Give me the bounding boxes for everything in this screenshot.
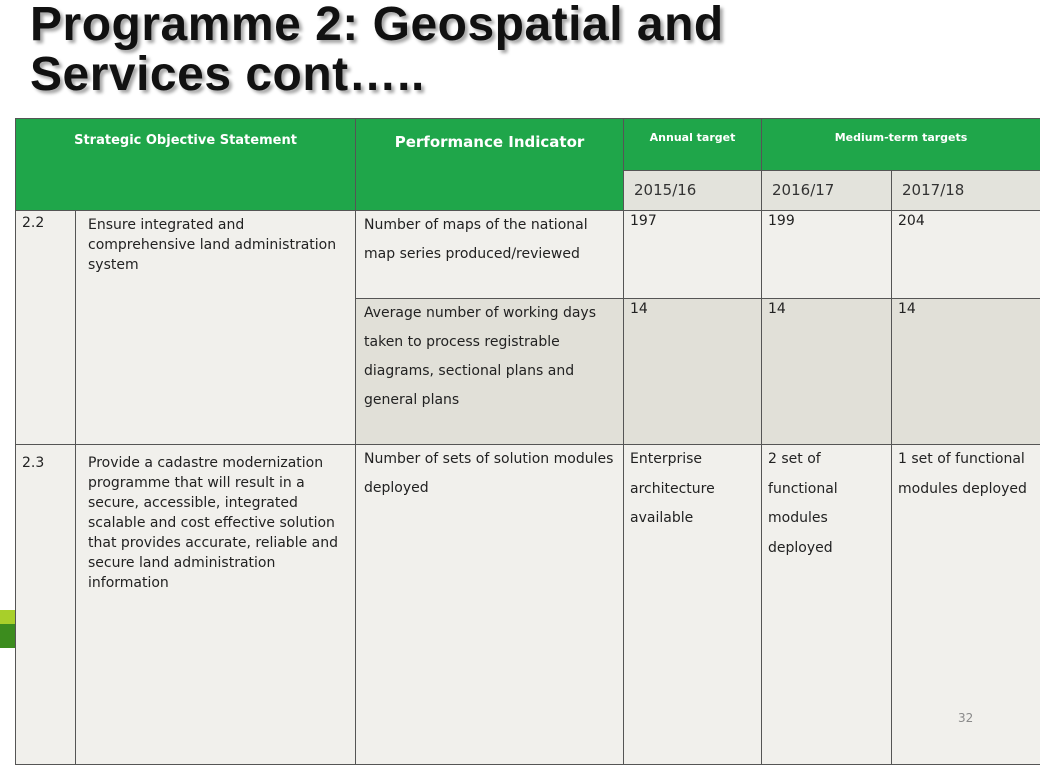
target-2016-17: 199 — [762, 211, 892, 299]
year-2016-17: 2016/17 — [762, 171, 892, 211]
target-2015-16: 14 — [624, 299, 762, 445]
header-objective: Strategic Objective Statement — [16, 119, 356, 211]
target-2016-17: 2 set of functional modules deployed — [762, 445, 892, 765]
performance-table — [15, 118, 1040, 765]
table-header-row — [16, 119, 1040, 171]
target-2017-18: 1 set of functional modules deployed — [892, 445, 1040, 765]
header-annual-target: Annual target — [624, 119, 762, 171]
target-2017-18: 204 — [892, 211, 1040, 299]
target-2015-16: Enterprise architecture available — [624, 445, 762, 765]
indicator-cell: Average number of working days taken to process registrable diagrams, sectional plans and general plans — [356, 299, 624, 445]
slide-title — [30, 0, 1020, 100]
header-indicator: Performance Indicator — [356, 119, 624, 211]
table-row — [16, 211, 1040, 299]
target-2015-16: 197 — [624, 211, 762, 299]
year-2015-16: 2015/16 — [624, 171, 762, 211]
objective-statement: Provide a cadastre modernization programme that will result in a secure, accessible, integrated scalable and cost effective solution that provides accurate, reliable and secure land administration information — [76, 445, 356, 765]
header-medium-term-targets: Medium-term targets — [762, 119, 1040, 171]
accent-bar-dark — [0, 624, 16, 648]
objective-number: 2.3 — [16, 445, 76, 765]
table-row — [16, 445, 1040, 765]
indicator-cell: Number of maps of the national map series produced/reviewed — [356, 211, 624, 299]
objective-number: 2.2 — [16, 211, 76, 445]
accent-bar-light — [0, 610, 16, 624]
slide-title-line-1: Programme 2: Geospatial and — [30, 0, 1020, 50]
year-2017-18: 2017/18 — [892, 171, 1040, 211]
target-2017-18: 14 — [892, 299, 1040, 445]
indicator-cell: Number of sets of solution modules deployed — [356, 445, 624, 765]
slide-title-line-2: Services cont….. — [30, 50, 1020, 100]
objective-statement: Ensure integrated and comprehensive land administration system — [76, 211, 356, 445]
page-number: 32 — [958, 711, 973, 725]
target-2016-17: 14 — [762, 299, 892, 445]
